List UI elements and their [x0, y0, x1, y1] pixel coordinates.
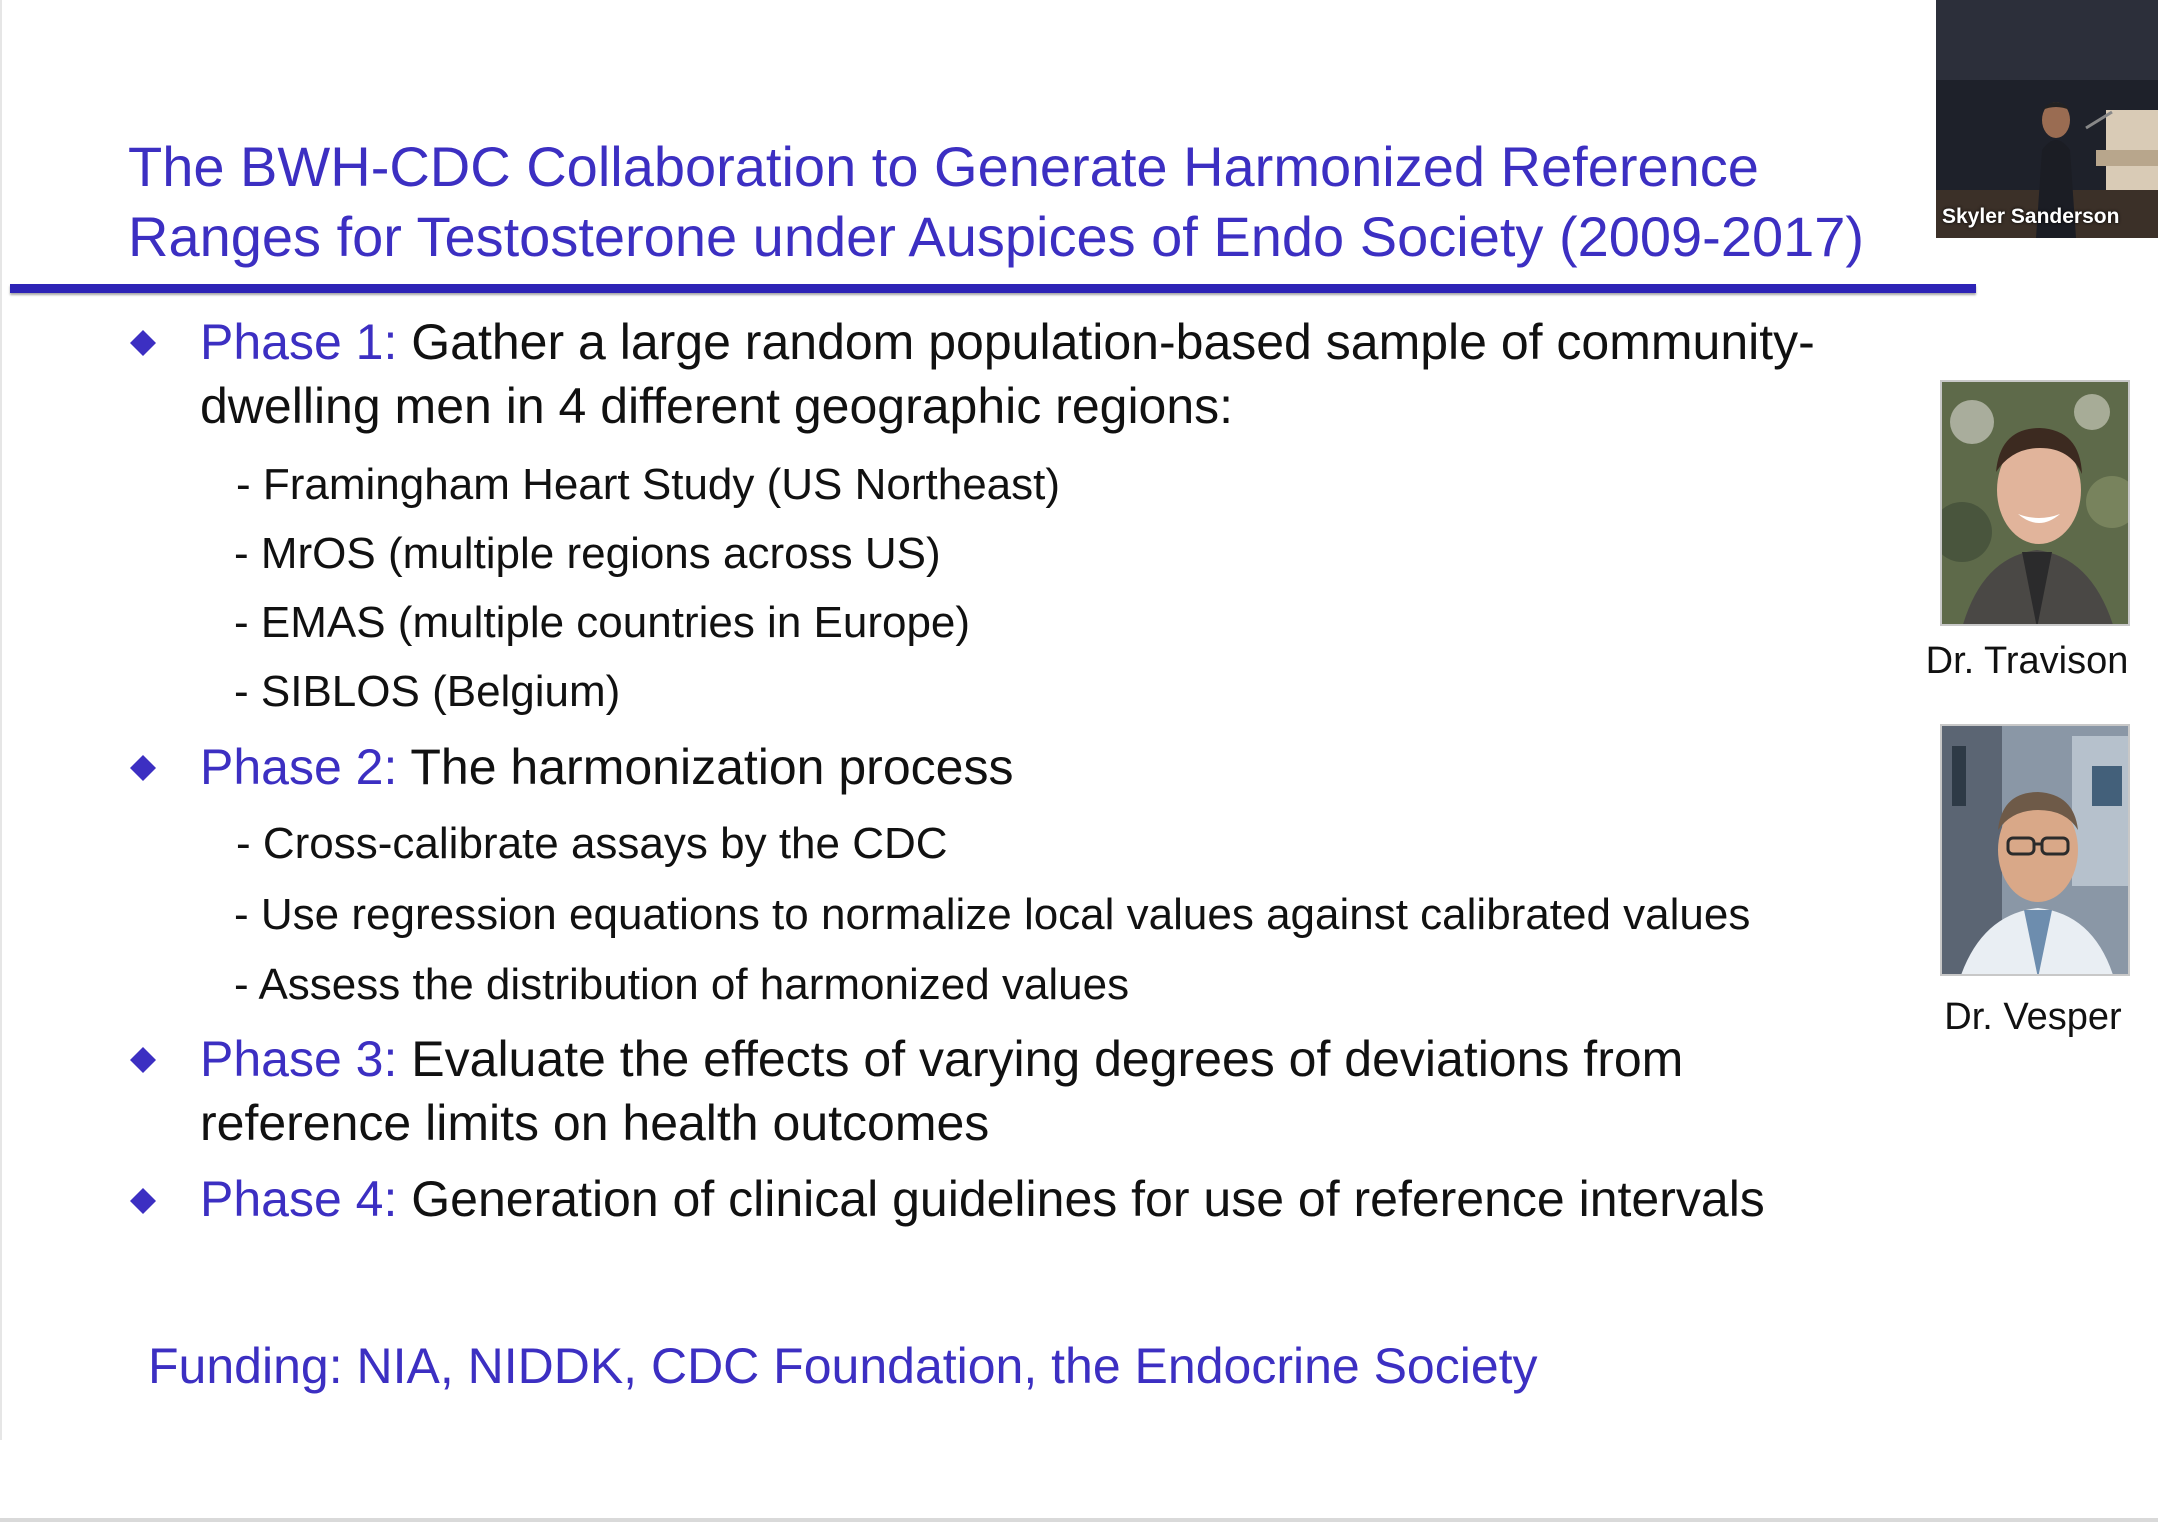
bottom-edge-divider	[0, 1518, 2158, 1522]
phase-3-text-1: Evaluate the effects of varying degrees of deviations from	[411, 1031, 1684, 1087]
phase-4-label: Phase 4:	[200, 1171, 398, 1227]
diamond-bullet-icon	[130, 755, 156, 781]
phase-1-label: Phase 1:	[200, 314, 398, 370]
slide-title-line-1: The BWH-CDC Collaboration to Generate Harmonized Reference	[128, 135, 1759, 198]
phase-3-text-2: reference limits on health outcomes	[200, 1095, 990, 1151]
phase-1-sub-item: - EMAS (multiple countries in Europe)	[234, 598, 971, 647]
phase-2-line-1	[200, 735, 1013, 799]
photo-caption-vesper: Dr. Vesper	[1944, 996, 2122, 1038]
phase-1-sub-item: - MrOS (multiple regions across US)	[234, 529, 941, 578]
phase-1-sub-item: - SIBLOS (Belgium)	[234, 667, 621, 716]
diamond-bullet-icon	[130, 1047, 156, 1073]
portrait-photo-vesper	[1940, 724, 2130, 976]
photo-caption-travison: Dr. Travison	[1925, 640, 2129, 682]
phase-2-text-1: The harmonization process	[410, 739, 1014, 795]
phase-3-line-1	[200, 1027, 1683, 1091]
diamond-bullet-icon	[130, 1188, 156, 1214]
phase-4-line-1	[200, 1167, 1765, 1231]
funding-line: Funding: NIA, NIDDK, CDC Foundation, the Endocrine Society	[148, 1338, 1538, 1394]
phase-1-sub-item: - Framingham Heart Study (US Northeast)	[236, 460, 1061, 509]
phase-1-text-2: dwelling men in 4 different geographic regions:	[200, 378, 1234, 434]
phase-4-text-1: Generation of clinical guidelines for use of reference intervals	[411, 1171, 1765, 1227]
phase-3-label: Phase 3:	[200, 1031, 398, 1087]
participant-name-label: Skyler Sanderson	[1942, 205, 2120, 228]
portrait-photo-travison	[1940, 380, 2130, 626]
phase-1-line-1	[200, 310, 1815, 374]
phase-2-sub-item: - Use regression equations to normalize local values against calibrated values	[234, 890, 1751, 939]
bottom-margin	[0, 1440, 2158, 1522]
participant-video-tile[interactable]	[1936, 0, 2158, 238]
diamond-bullet-icon	[130, 330, 156, 356]
phase-1-text-1: Gather a large random population-based sample of community-	[411, 314, 1815, 370]
title-underline-rule	[10, 284, 1976, 293]
video-feed	[1936, 0, 2158, 238]
slide-title-line-2: Ranges for Testosterone under Auspices of Endo Society (2009-2017)	[128, 205, 1865, 268]
phase-2-sub-item: - Cross-calibrate assays by the CDC	[236, 819, 948, 868]
phase-2-label: Phase 2:	[200, 739, 398, 795]
phase-2-sub-item: - Assess the distribution of harmonized values	[234, 960, 1130, 1009]
slide-title	[128, 132, 2028, 272]
